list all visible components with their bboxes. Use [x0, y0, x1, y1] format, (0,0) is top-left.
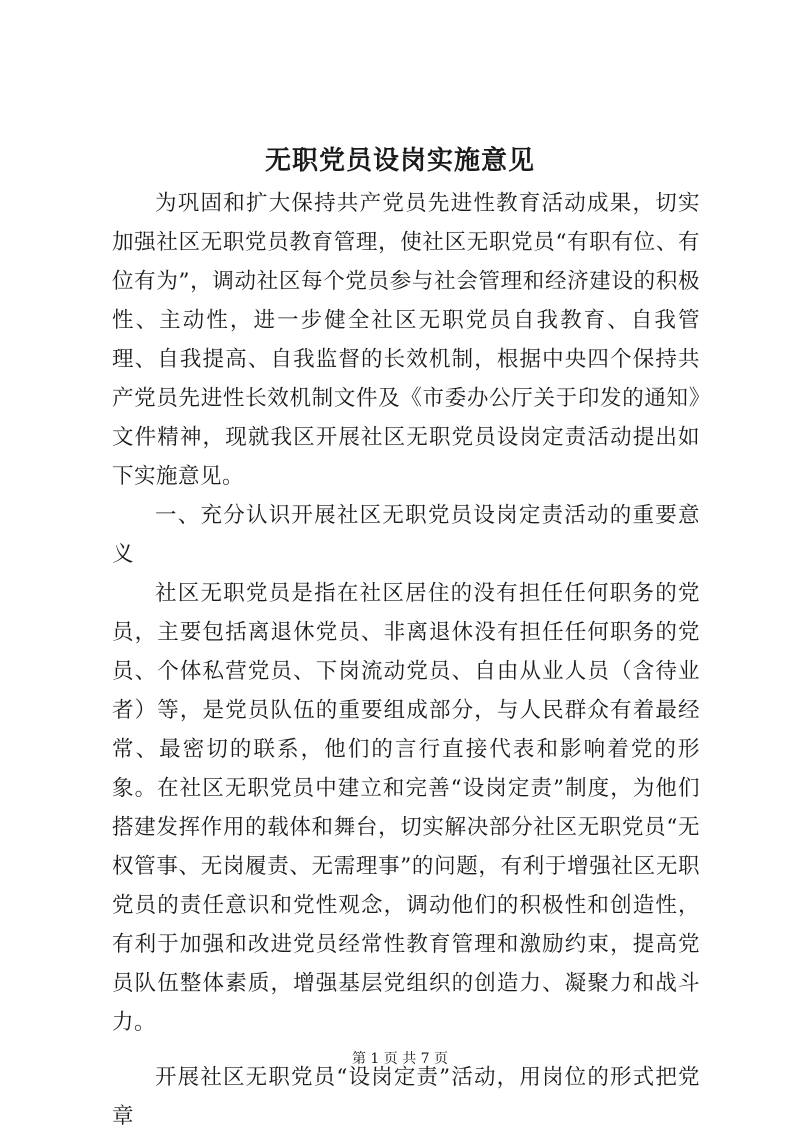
- section-heading-1: 一、充分认识开展社区无职党员设岗定责活动的重要意义: [112, 503, 700, 567]
- document-body: [112, 184, 700, 1136]
- paragraph-continuation: 开展社区无职党员“设岗定责”活动，用岗位的形式把党章: [112, 1065, 700, 1129]
- page-number-footer: 第 1 页 共 7 页: [351, 1051, 449, 1067]
- paragraph-intro: 为巩固和扩大保持共产党员先进性教育活动成果，切实加强社区无职党员教育管理，使社区无职党员“有职有位、有位有为”，调动社区每个党员参与社会管理和经济建设的积极性、主动性，进一步健全社区无职党员自我教育、自我管理、自我提高、自我监督的长效机制，根据中央四个保持共产党员先进性长效机制文件及《市委办公厅关于印发的通知》文件精神，现就我区开展社区无职党员设岗定责活动提出如下实施意见。: [112, 191, 700, 489]
- document-title: 无职党员设岗实施意见: [264, 146, 535, 176]
- paragraph-definition: 社区无职党员是指在社区居住的没有担任任何职务的党员，主要包括离退休党员、非离退休没有担任任何职务的党员、个体私营党员、下岗流动党员、自由从业人员（含待业者）等，是党员队伍的重要组成部分，与人民群众有着最经常、最密切的联系，他们的言行直接代表和影响着党的形象。在社区无职党员中建立和完善“设岗定责”制度，为他们搭建发挥作用的载体和舞台，切实解决部分社区无职党员“无权管事、无岗履责、无需理事”的问题，有利于增强社区无职党员的责任意识和党性观念，调动他们的积极性和创造性，有利于加强和改进党员经常性教育管理和激励约束，提高党员队伍整体素质，增强基层党组织的创造力、凝聚力和战斗力。: [112, 581, 700, 1035]
